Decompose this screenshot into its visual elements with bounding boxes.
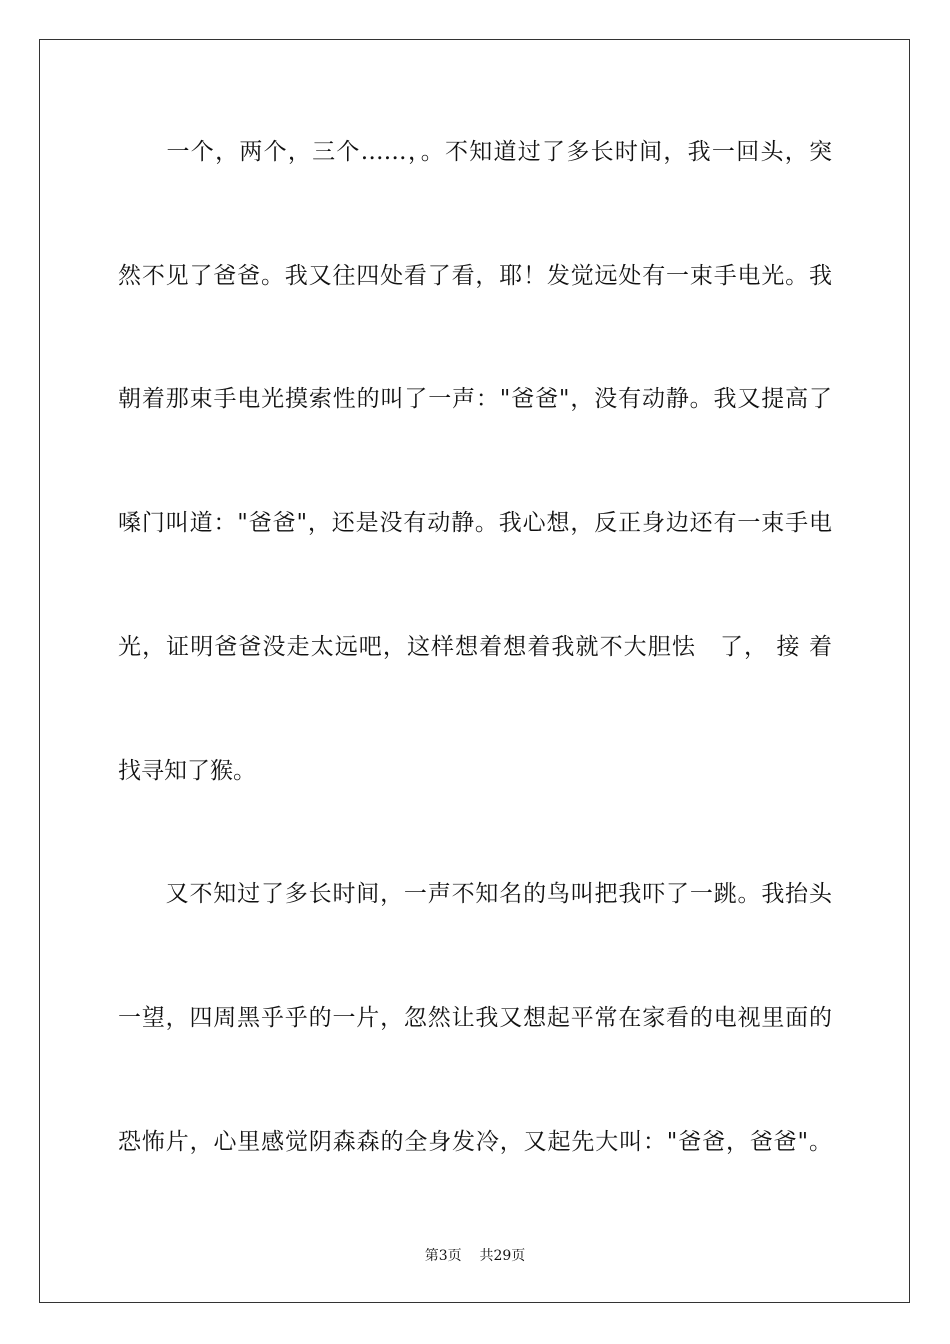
paragraph-line: 朝着那束手电光摸索性的叫了一声："爸爸"，没有动静。我又提高了 <box>118 386 832 412</box>
paragraph-line: 一个，两个，三个……，。不知道过了多长时间，我一回头，突 <box>118 139 832 165</box>
page-footer <box>0 1247 950 1265</box>
page-total: 共29页 <box>479 1248 526 1264</box>
paragraph-line: 找寻知了猴。 <box>118 758 256 784</box>
paragraph-line: 一望，四周黑乎乎的一片，忽然让我又想起平常在家看的电视里面的 <box>118 1005 832 1031</box>
paragraph-line: 又不知过了多长时间，一声不知名的鸟叫把我吓了一跳。我抬头 <box>118 881 832 907</box>
page-number: 第3页 <box>424 1248 462 1264</box>
paragraph-line: 光，证明爸爸没走太远吧，这样想着想着我就不大胆怯 了， 接 着 <box>118 634 832 660</box>
paragraph-line: 然不见了爸爸。我又往四处看了看，耶！发觉远处有一束手电光。我 <box>118 263 832 289</box>
paragraph-line: 恐怖片，心里感觉阴森森的全身发冷，又起先大叫："爸爸，爸爸"。 <box>118 1129 832 1155</box>
paragraph-line: 嗓门叫道："爸爸"，还是没有动静。我心想，反正身边还有一束手电 <box>118 510 832 536</box>
page-border <box>39 39 910 1303</box>
